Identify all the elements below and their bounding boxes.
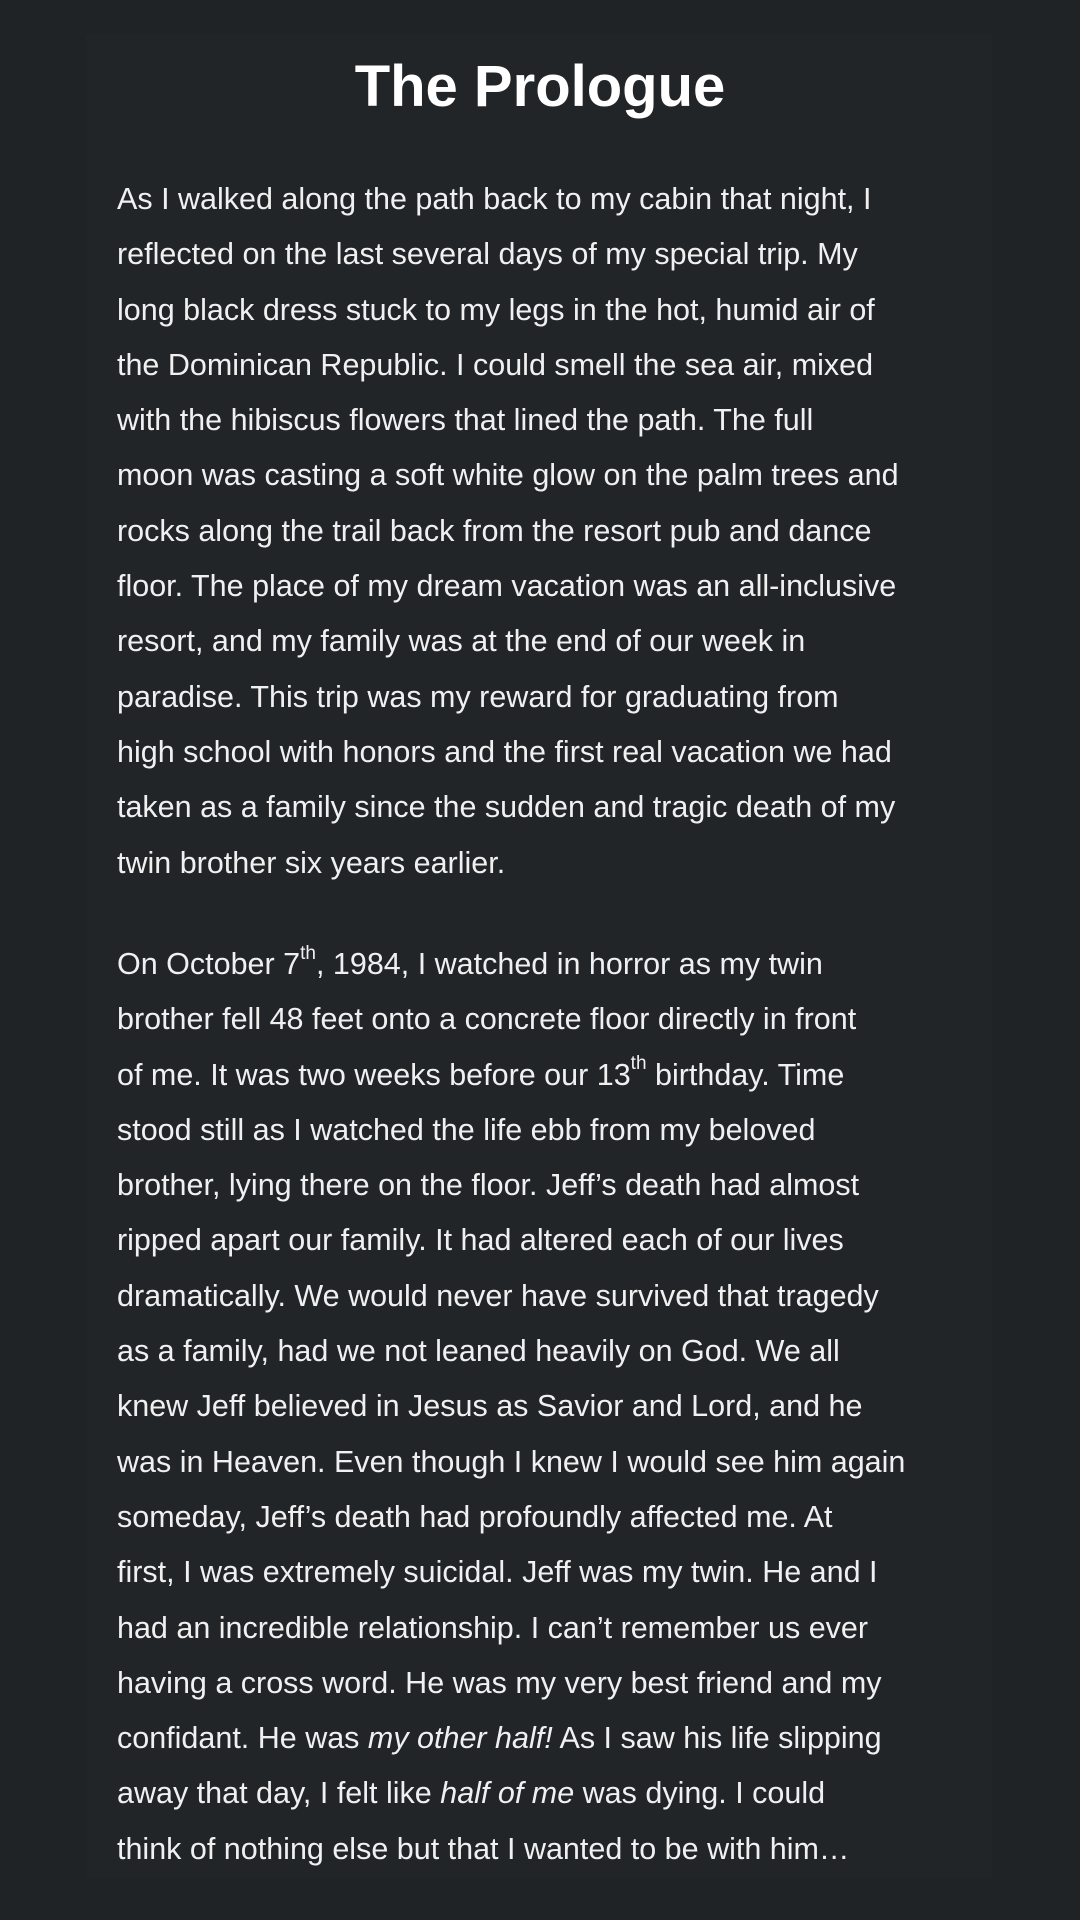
text-line: moon was casting a soft white glow on the palm trees and xyxy=(117,458,899,493)
text-line xyxy=(117,1048,977,1103)
text-line: think of nothing else but that I wanted to be with him… xyxy=(117,1831,850,1866)
superscript: th xyxy=(300,942,316,964)
text-segment: confidant. He was xyxy=(117,1721,368,1756)
text-line: with the hibiscus flowers that lined the path. The full xyxy=(117,403,814,438)
text-line: reflected on the last several days of my special trip. My xyxy=(117,237,858,272)
text-line: rocks along the trail back from the resort pub and dance xyxy=(117,513,872,548)
text-line: brother fell 48 feet onto a concrete floor directly in front xyxy=(117,1002,857,1037)
text-line xyxy=(117,937,977,992)
text-line xyxy=(117,1766,977,1821)
emphasis: my other half! xyxy=(367,1721,553,1756)
superscript: th xyxy=(630,1053,647,1075)
text-line: had an incredible relationship. I can’t remember us ever xyxy=(117,1610,869,1645)
text-segment: away that day, I felt like xyxy=(117,1776,441,1811)
text-line: was in Heaven. Even though I knew I would see him again xyxy=(117,1444,906,1479)
text-segment: On October 7 xyxy=(117,947,301,981)
text-line: dramatically. We would never have survived that tragedy xyxy=(117,1278,879,1313)
text-segment: was dying. I could xyxy=(574,1776,826,1811)
text-line: as a family, had we not leaned heavily on God. We all xyxy=(117,1334,840,1369)
text-line: high school with honors and the first real vacation we had xyxy=(117,734,892,769)
text-segment: birthday. Time xyxy=(646,1057,845,1092)
text-line: the Dominican Republic. I could smell the sea air, mixed xyxy=(117,347,874,382)
page-title: The Prologue xyxy=(354,54,726,119)
text-line: floor. The place of my dream vacation was an all-inclusive xyxy=(117,569,897,604)
text-line: stood still as I watched the life ebb from my beloved xyxy=(117,1112,816,1147)
paragraph-2 xyxy=(117,937,977,1877)
text-line: brother, lying there on the floor. Jeff’s death had almost xyxy=(117,1168,860,1203)
text-segment: of me. It was two weeks before our 13 xyxy=(117,1057,631,1092)
text-line: resort, and my family was at the end of our week in xyxy=(117,624,806,659)
paragraph-1 xyxy=(117,172,977,891)
text-line: twin brother six years earlier. xyxy=(117,845,506,880)
text-segment: As I saw his life slipping xyxy=(552,1721,882,1756)
text-line: having a cross word. He was my very best friend and my xyxy=(117,1665,882,1700)
emphasis: half of me xyxy=(440,1776,575,1811)
text-line: knew Jeff believed in Jesus as Savior and Lord, and he xyxy=(117,1389,863,1424)
text-line: As I walked along the path back to my cabin that night, I xyxy=(117,182,872,216)
text-line: taken as a family since the sudden and tragic death of my xyxy=(117,790,896,825)
text-line: long black dress stuck to my legs in the hot, humid air of xyxy=(117,292,875,327)
text-segment: , 1984, I watched in horror as my twin xyxy=(315,947,823,981)
text-line xyxy=(117,1711,977,1766)
text-line: someday, Jeff’s death had profoundly affected me. At xyxy=(117,1499,833,1534)
text-line: ripped apart our family. It had altered each of our lives xyxy=(117,1223,844,1258)
text-line: first, I was extremely suicidal. Jeff was my twin. He and I xyxy=(117,1555,878,1590)
text-line: paradise. This trip was my reward for graduating from xyxy=(117,679,839,714)
